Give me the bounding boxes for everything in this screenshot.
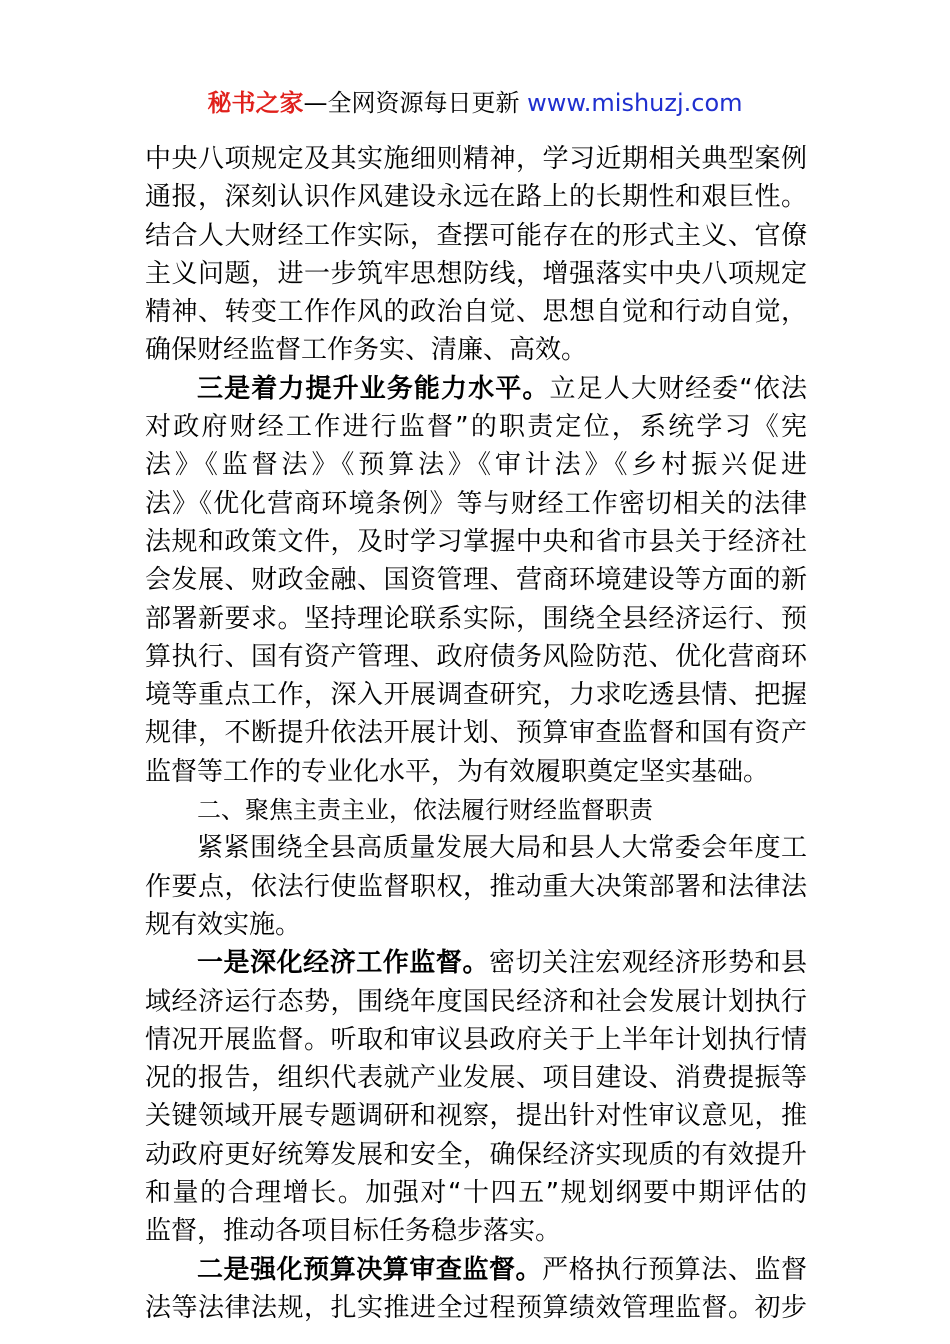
text-line: 主义问题，进一步筑牢思想防线，增强落实中央八项规定 bbox=[145, 258, 807, 289]
text-line: 和量的合理增长。加强对“十四五”规划纲要中期评估的 bbox=[145, 1178, 807, 1209]
text-line: 部署新要求。坚持理论联系实际，围绕全县经济运行、预 bbox=[145, 603, 807, 634]
paragraph-start-line: 二是强化预算决算审查监督。严格执行预算法、监督 bbox=[197, 1254, 807, 1285]
text-line: 对政府财经工作进行监督”的职责定位，系统学习《宪 bbox=[145, 412, 807, 443]
text-line: 域经济运行态势，围绕年度国民经济和社会发展计划执行 bbox=[145, 986, 807, 1017]
text-line: 监督等工作的专业化水平，为有效履职奠定坚实基础。 bbox=[145, 756, 770, 787]
paragraph-lead: 二是强化预算决算审查监督。 bbox=[197, 1254, 543, 1285]
text-line: 况的报告，组织代表就产业发展、项目建设、消费提振等 bbox=[145, 1063, 807, 1094]
paragraph-lead: 三是着力提升业务能力水平。 bbox=[197, 373, 550, 404]
site-url-link[interactable]: www.mishuzj.com bbox=[527, 89, 743, 117]
site-brand: 秘书之家 bbox=[207, 89, 304, 117]
site-tagline: 全网资源每日更新 bbox=[327, 89, 520, 117]
text-line: 法等法律法规，扎实推进全过程预算绩效管理监督。初步 bbox=[145, 1292, 807, 1323]
text-line: 境等重点工作，深入开展调查研究，力求吃透县情、把握 bbox=[145, 680, 807, 711]
text-line: 规律，不断提升依法开展计划、预算审查监督和国有资产 bbox=[145, 718, 807, 749]
text-line: 精神、转变工作作风的政治自觉、思想自觉和行动自觉， bbox=[145, 297, 807, 328]
document-body bbox=[145, 140, 807, 1327]
text-line: 会发展、财政金融、国资管理、营商环境建设等方面的新 bbox=[145, 565, 807, 596]
text-line: 结合人大财经工作实际，查摆可能存在的形式主义、官僚 bbox=[145, 220, 807, 251]
text-line: 情况开展监督。听取和审议县政府关于上半年计划执行情 bbox=[145, 1024, 807, 1055]
text-line: 法规和政策文件，及时学习掌握中央和省市县关于经济社 bbox=[145, 526, 807, 557]
header-separator: — bbox=[303, 89, 328, 117]
site-header bbox=[0, 86, 950, 120]
text-line: 中央八项规定及其实施细则精神，学习近期相关典型案例 bbox=[145, 144, 807, 174]
text-line: 动政府更好统筹发展和安全，确保经济实现质的有效提升 bbox=[145, 1139, 807, 1170]
text-line: 关键领域开展专题调研和视察，提出针对性审议意见，推 bbox=[145, 1101, 807, 1132]
text-line: 规有效实施。 bbox=[145, 909, 302, 940]
text-line: 通报，深刻认识作风建设永远在路上的长期性和艰巨性。 bbox=[145, 182, 807, 213]
section-heading: 二、聚焦主责主业，依法履行财经监督职责 bbox=[197, 796, 653, 825]
text-line: 法》《监督法》《预算法》《审计法》《乡村振兴促进 bbox=[145, 450, 807, 481]
text-line: 确保财经监督工作务实、清廉、高效。 bbox=[145, 335, 588, 366]
text-line: 法》《优化营商环境条例》等与财经工作密切相关的法律 bbox=[145, 488, 807, 519]
text-line: 监督，推动各项目标任务稳步落实。 bbox=[145, 1216, 562, 1247]
paragraph-start-line: 紧紧围绕全县高质量发展大局和县人大常委会年度工 bbox=[197, 833, 807, 864]
paragraph-start-line: 三是着力提升业务能力水平。立足人大财经委“依法 bbox=[197, 373, 807, 404]
paragraph-lead: 一是深化经济工作监督。 bbox=[197, 948, 489, 979]
paragraph-start-line: 一是深化经济工作监督。密切关注宏观经济形势和县 bbox=[197, 948, 807, 979]
text-line: 算执行、国有资产管理、政府债务风险防范、优化营商环 bbox=[145, 641, 807, 672]
text-line: 作要点，依法行使监督职权，推动重大决策部署和法律法 bbox=[145, 871, 807, 902]
